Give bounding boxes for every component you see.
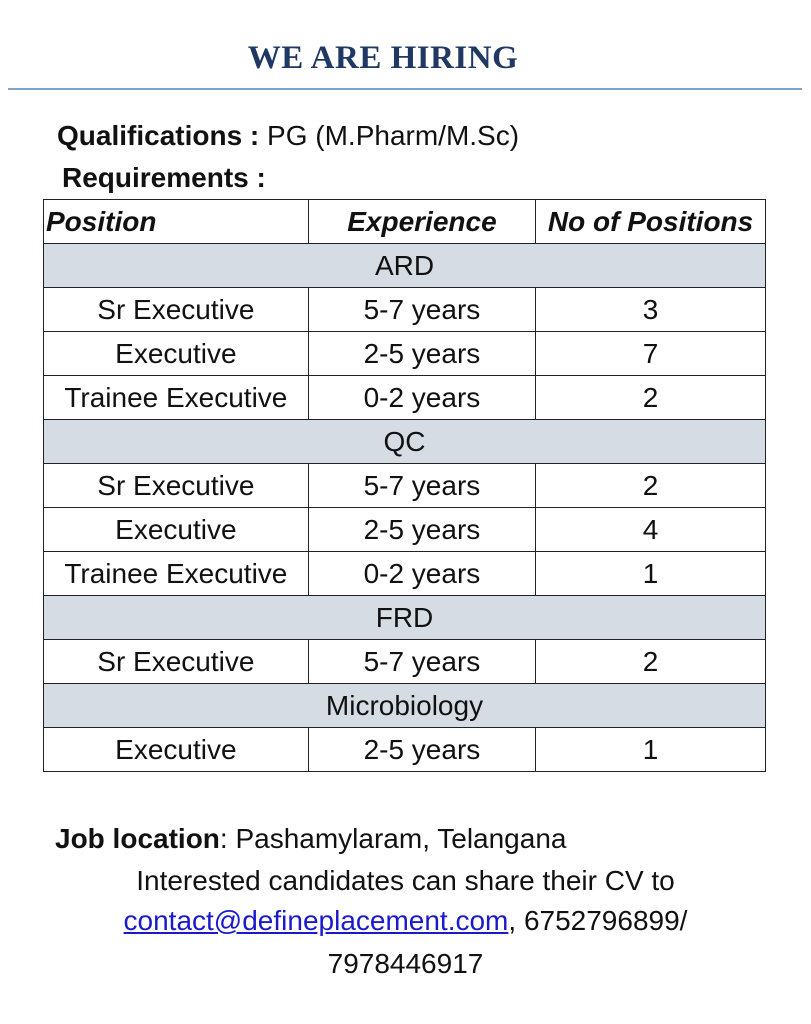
header-experience: Experience [308,200,535,244]
qualifications-label: Qualifications : [57,120,260,151]
job-location-value: : Pashamylaram, Telangana [219,823,567,854]
count-cell: 1 [536,728,766,772]
job-location-label: Job location [55,823,220,854]
department-row [44,420,766,464]
table-row [44,508,766,552]
position-cell: Sr Executive [44,288,309,332]
position-cell: Executive [44,508,309,552]
page-title: WE ARE HIRING [247,40,519,76]
table-row [44,552,766,596]
count-cell: 1 [536,552,766,596]
requirements-label: Requirements : [62,162,266,193]
table-row [44,640,766,684]
department-name: Microbiology [44,684,766,728]
experience-cell: 5-7 years [308,288,535,332]
count-cell: 4 [536,508,766,552]
count-cell: 3 [536,288,766,332]
positions-table [43,199,766,772]
department-name: ARD [44,244,766,288]
header-positions-count: No of Positions [536,200,766,244]
department-row [44,684,766,728]
experience-cell: 0-2 years [308,376,535,420]
position-cell: Trainee Executive [44,376,309,420]
position-cell: Trainee Executive [44,552,309,596]
count-cell: 2 [536,464,766,508]
department-name: QC [44,420,766,464]
table-row [44,288,766,332]
position-cell: Executive [44,332,309,376]
department-row [44,596,766,640]
experience-cell: 2-5 years [308,508,535,552]
qualifications-value: PG (M.Pharm/M.Sc) [259,120,520,151]
count-cell: 2 [536,376,766,420]
share-cv-text: Interested candidates can share their CV to [136,865,675,896]
experience-cell: 2-5 years [308,332,535,376]
phone-number-1: , 6752796899/ [508,905,688,936]
position-cell: Sr Executive [44,464,309,508]
table-header-row [44,200,766,244]
experience-cell: 5-7 years [308,640,535,684]
experience-cell: 2-5 years [308,728,535,772]
qualifications-line [57,120,519,152]
experience-cell: 5-7 years [308,464,535,508]
experience-cell: 0-2 years [308,552,535,596]
position-cell: Sr Executive [44,640,309,684]
table-row [44,332,766,376]
department-row [44,244,766,288]
department-name: FRD [44,596,766,640]
table-row [44,464,766,508]
phone-number-2: 7978446917 [327,948,484,979]
table-row [44,728,766,772]
job-location-line [55,823,566,855]
count-cell: 2 [536,640,766,684]
count-cell: 7 [536,332,766,376]
title-divider [8,88,802,90]
contact-line [0,905,811,937]
contact-email-link[interactable]: contact@defineplacement.com [123,905,509,936]
position-cell: Executive [44,728,309,772]
table-row [44,376,766,420]
header-position: Position [44,200,309,244]
